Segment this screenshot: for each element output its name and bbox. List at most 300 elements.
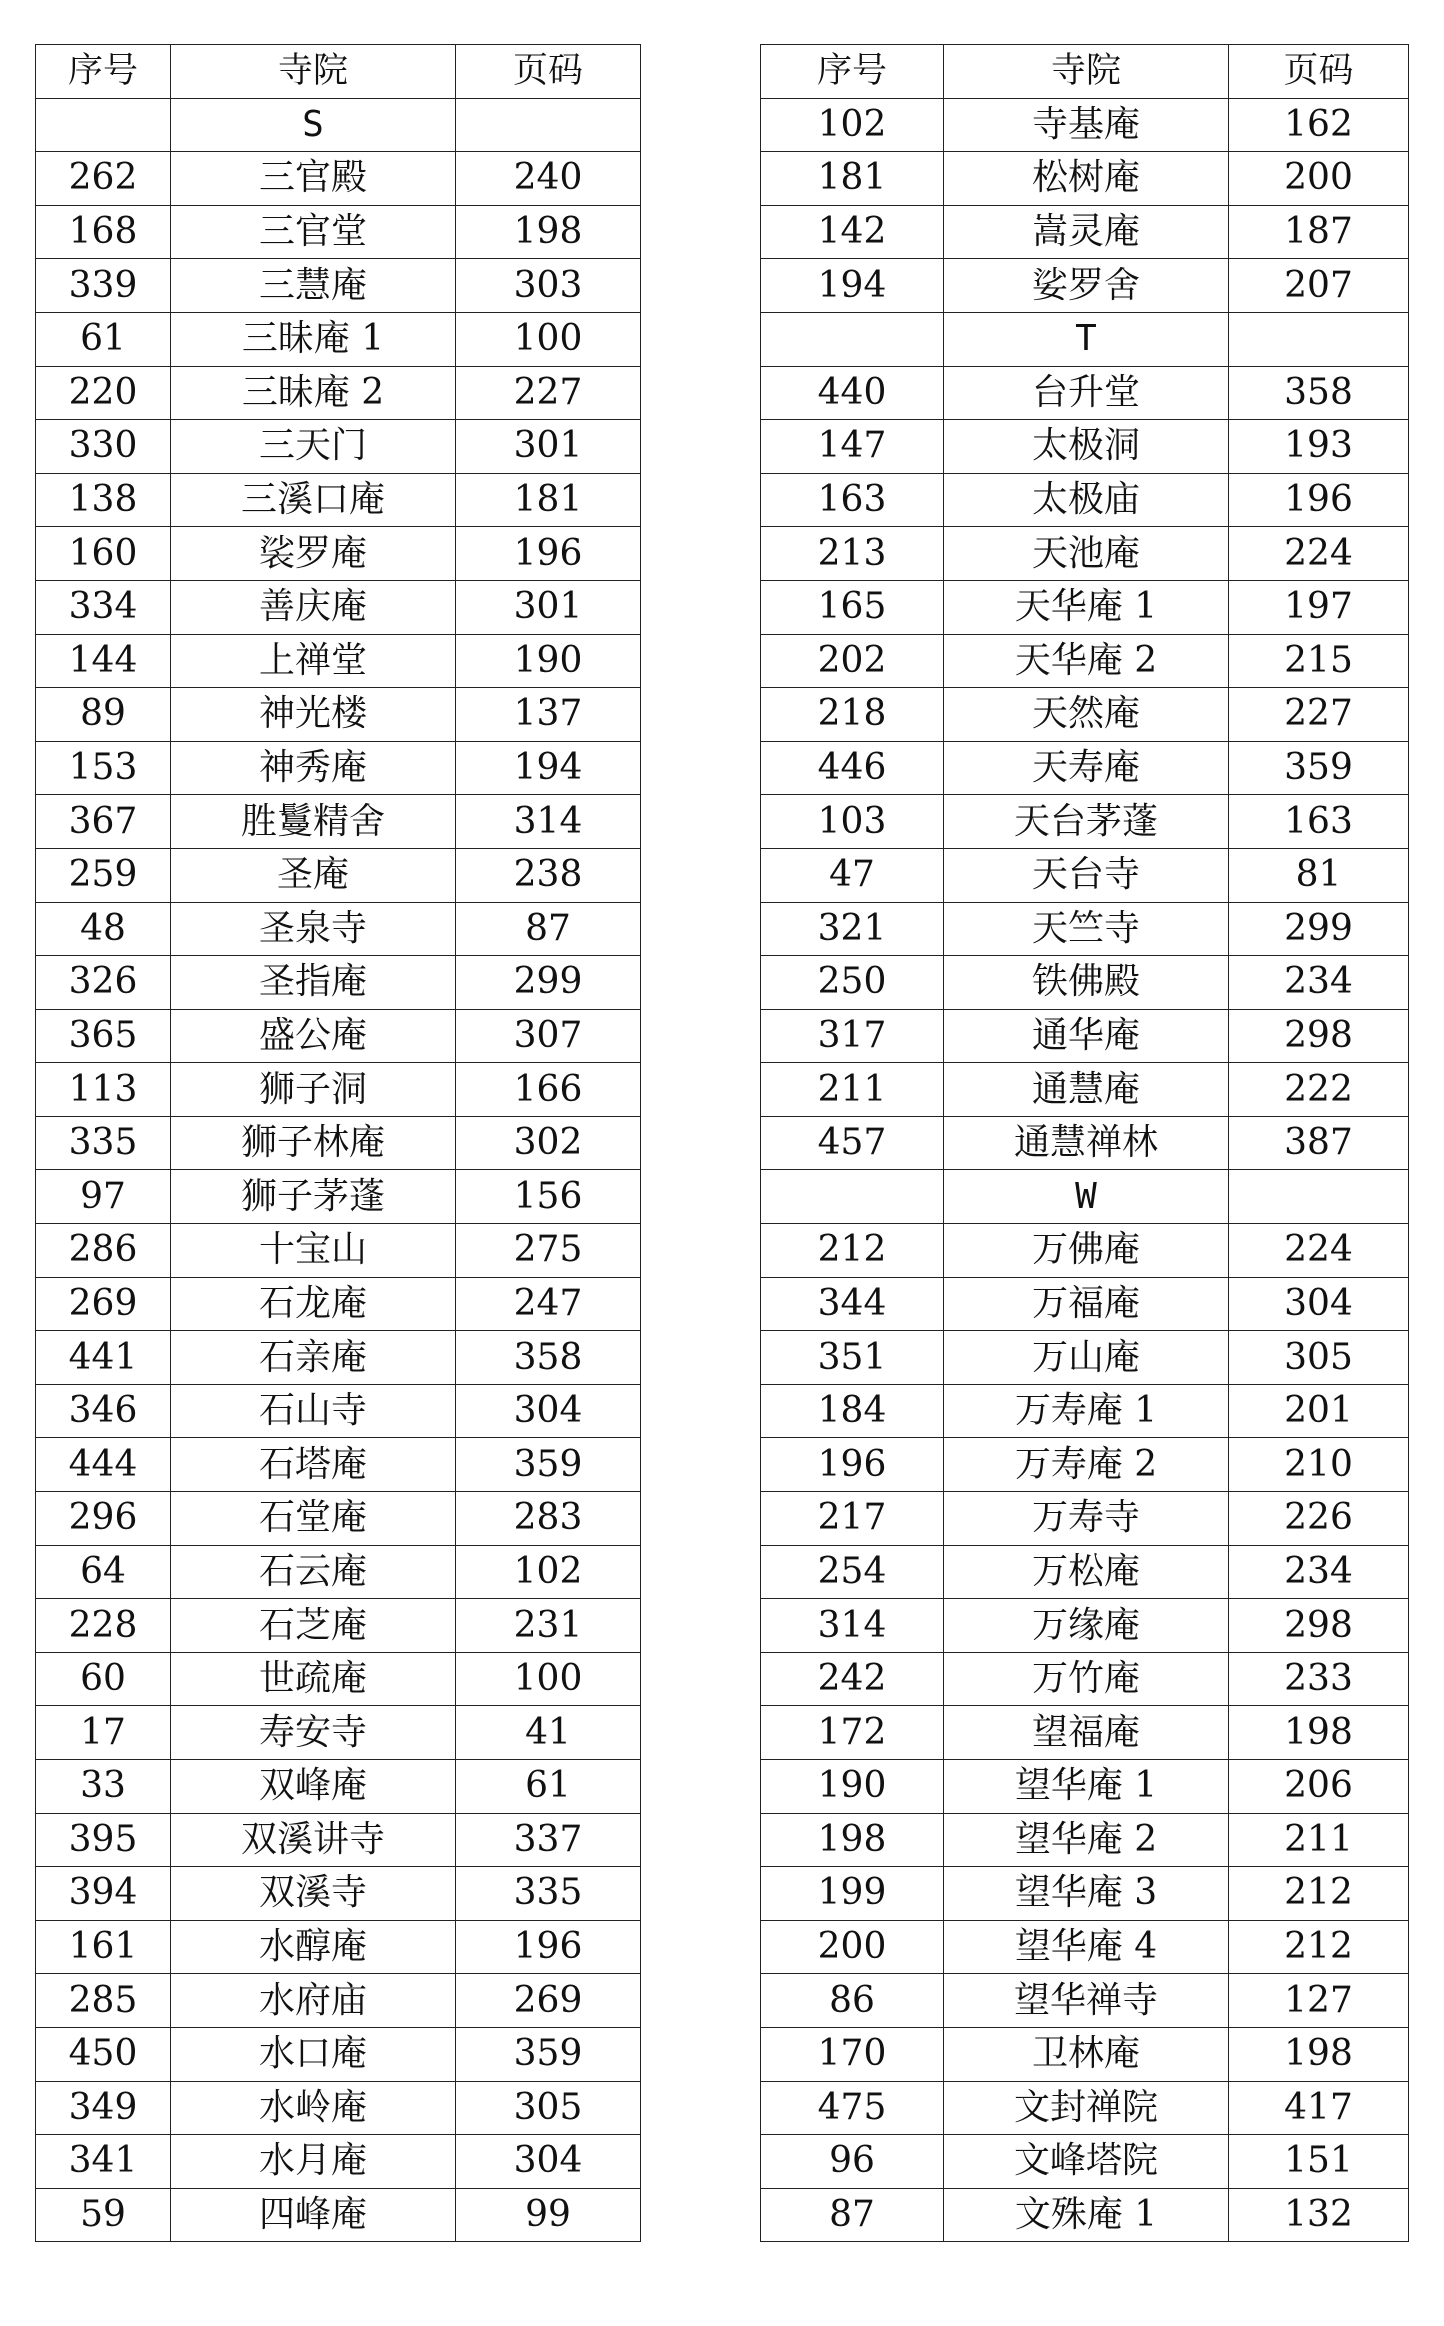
table-row bbox=[761, 1867, 1409, 1921]
page-number: 307 bbox=[456, 1009, 641, 1063]
temple-name: 天华庵 2 bbox=[944, 634, 1229, 688]
temple-name: 双溪讲寺 bbox=[171, 1813, 456, 1867]
table-row bbox=[36, 1116, 641, 1170]
page-number: 314 bbox=[456, 795, 641, 849]
page-number: 269 bbox=[456, 1974, 641, 2028]
table-row bbox=[761, 741, 1409, 795]
temple-name: 台升堂 bbox=[944, 366, 1229, 420]
table-row bbox=[761, 152, 1409, 206]
entry-number: 160 bbox=[36, 527, 171, 581]
table-row bbox=[36, 205, 641, 259]
page-number: 359 bbox=[456, 2027, 641, 2081]
header-number: 序号 bbox=[36, 45, 171, 99]
entry-number: 314 bbox=[761, 1599, 944, 1653]
temple-name: 天竺寺 bbox=[944, 902, 1229, 956]
page-number: 187 bbox=[1229, 205, 1409, 259]
entry-number: 138 bbox=[36, 473, 171, 527]
entry-number: 444 bbox=[36, 1438, 171, 1492]
entry-number: 339 bbox=[36, 259, 171, 313]
temple-name: 三昧庵 1 bbox=[171, 312, 456, 366]
page-number: 304 bbox=[456, 1384, 641, 1438]
entry-number: 96 bbox=[761, 2135, 944, 2189]
page-number: 387 bbox=[1229, 1116, 1409, 1170]
page-number: 162 bbox=[1229, 98, 1409, 152]
temple-name: 万佛庵 bbox=[944, 1224, 1229, 1278]
temple-name: 石芝庵 bbox=[171, 1599, 456, 1653]
page-number: 194 bbox=[456, 741, 641, 795]
temple-name: 善庆庵 bbox=[171, 580, 456, 634]
page-number: 298 bbox=[1229, 1009, 1409, 1063]
temple-name: 四峰庵 bbox=[171, 2188, 456, 2242]
entry-number: 341 bbox=[36, 2135, 171, 2189]
header-number: 序号 bbox=[761, 45, 944, 99]
page-number bbox=[456, 98, 641, 152]
page-number: 358 bbox=[456, 1331, 641, 1385]
table-row bbox=[761, 259, 1409, 313]
header-page: 页码 bbox=[456, 45, 641, 99]
index-table-right bbox=[760, 44, 1409, 2242]
table-row bbox=[36, 1063, 641, 1117]
table-row bbox=[761, 2135, 1409, 2189]
temple-name: 石亲庵 bbox=[171, 1331, 456, 1385]
entry-number: 64 bbox=[36, 1545, 171, 1599]
temple-name: 万福庵 bbox=[944, 1277, 1229, 1331]
page-number: 198 bbox=[1229, 2027, 1409, 2081]
header-temple: 寺院 bbox=[171, 45, 456, 99]
temple-name: 水醇庵 bbox=[171, 1920, 456, 1974]
table-row bbox=[761, 1652, 1409, 1706]
table-row bbox=[761, 1920, 1409, 1974]
table-row bbox=[36, 848, 641, 902]
entry-number: 457 bbox=[761, 1116, 944, 1170]
entry-number: 250 bbox=[761, 956, 944, 1010]
letter-section-row bbox=[761, 312, 1409, 366]
temple-name: 三天门 bbox=[171, 420, 456, 474]
section-letter: T bbox=[944, 312, 1229, 366]
table-row bbox=[761, 205, 1409, 259]
page-number: 233 bbox=[1229, 1652, 1409, 1706]
entry-number: 296 bbox=[36, 1492, 171, 1546]
temple-name: 石山寺 bbox=[171, 1384, 456, 1438]
entry-number: 269 bbox=[36, 1277, 171, 1331]
page-number: 196 bbox=[456, 527, 641, 581]
table-row bbox=[36, 1974, 641, 2028]
page-number: 227 bbox=[1229, 688, 1409, 742]
page-number: 301 bbox=[456, 420, 641, 474]
entry-number: 103 bbox=[761, 795, 944, 849]
temple-name: 望华庵 2 bbox=[944, 1813, 1229, 1867]
temple-name: 裟罗庵 bbox=[171, 527, 456, 581]
temple-name: 圣庵 bbox=[171, 848, 456, 902]
page-number: 132 bbox=[1229, 2188, 1409, 2242]
page-number: 100 bbox=[456, 312, 641, 366]
entry-number: 212 bbox=[761, 1224, 944, 1278]
entry-number: 87 bbox=[761, 2188, 944, 2242]
page-number: 302 bbox=[456, 1116, 641, 1170]
page-number: 100 bbox=[456, 1652, 641, 1706]
table-row bbox=[761, 688, 1409, 742]
entry-number: 217 bbox=[761, 1492, 944, 1546]
table-row bbox=[761, 473, 1409, 527]
temple-name: 松树庵 bbox=[944, 152, 1229, 206]
table-row bbox=[36, 902, 641, 956]
page-number: 151 bbox=[1229, 2135, 1409, 2189]
page-number: 238 bbox=[456, 848, 641, 902]
temple-name: 三官殿 bbox=[171, 152, 456, 206]
entry-number: 344 bbox=[761, 1277, 944, 1331]
temple-name: 石堂庵 bbox=[171, 1492, 456, 1546]
page-number: 335 bbox=[456, 1867, 641, 1921]
page-number: 190 bbox=[456, 634, 641, 688]
table-row bbox=[761, 634, 1409, 688]
temple-name: 十宝山 bbox=[171, 1224, 456, 1278]
entry-number: 200 bbox=[761, 1920, 944, 1974]
page-number: 299 bbox=[1229, 902, 1409, 956]
entry-number: 262 bbox=[36, 152, 171, 206]
temple-name: 万山庵 bbox=[944, 1331, 1229, 1385]
temple-name: 双峰庵 bbox=[171, 1760, 456, 1814]
temple-name: 万寿庵 2 bbox=[944, 1438, 1229, 1492]
entry-number: 446 bbox=[761, 741, 944, 795]
entry-number: 475 bbox=[761, 2081, 944, 2135]
entry-number: 61 bbox=[36, 312, 171, 366]
entry-number: 213 bbox=[761, 527, 944, 581]
page-number: 81 bbox=[1229, 848, 1409, 902]
entry-number bbox=[761, 312, 944, 366]
table-row bbox=[761, 1706, 1409, 1760]
temple-name: 圣指庵 bbox=[171, 956, 456, 1010]
page-number: 211 bbox=[1229, 1813, 1409, 1867]
page-number bbox=[1229, 1170, 1409, 1224]
entry-number: 326 bbox=[36, 956, 171, 1010]
temple-name: 三官堂 bbox=[171, 205, 456, 259]
temple-name: 万松庵 bbox=[944, 1545, 1229, 1599]
entry-number: 254 bbox=[761, 1545, 944, 1599]
table-row bbox=[36, 473, 641, 527]
entry-number: 334 bbox=[36, 580, 171, 634]
temple-name: 双溪寺 bbox=[171, 1867, 456, 1921]
page-number: 359 bbox=[1229, 741, 1409, 795]
temple-name: 天台寺 bbox=[944, 848, 1229, 902]
table-row bbox=[36, 634, 641, 688]
entry-number: 394 bbox=[36, 1867, 171, 1921]
header-row bbox=[36, 45, 641, 99]
table-row bbox=[761, 580, 1409, 634]
temple-name: 太极庙 bbox=[944, 473, 1229, 527]
temple-name: 望华庵 3 bbox=[944, 1867, 1229, 1921]
temple-name: 通华庵 bbox=[944, 1009, 1229, 1063]
entry-number: 242 bbox=[761, 1652, 944, 1706]
page-number: 156 bbox=[456, 1170, 641, 1224]
table-row bbox=[36, 152, 641, 206]
entry-number: 184 bbox=[761, 1384, 944, 1438]
temple-name: 娑罗舍 bbox=[944, 259, 1229, 313]
temple-name: 万竹庵 bbox=[944, 1652, 1229, 1706]
table-row bbox=[761, 1224, 1409, 1278]
entry-number: 346 bbox=[36, 1384, 171, 1438]
page-number: 222 bbox=[1229, 1063, 1409, 1117]
table-row bbox=[761, 1974, 1409, 2028]
entry-number: 218 bbox=[761, 688, 944, 742]
temple-name: 卫林庵 bbox=[944, 2027, 1229, 2081]
table-row bbox=[36, 795, 641, 849]
entry-number: 220 bbox=[36, 366, 171, 420]
table-row bbox=[761, 1813, 1409, 1867]
entry-number: 285 bbox=[36, 1974, 171, 2028]
table-row bbox=[36, 1492, 641, 1546]
page-number: 283 bbox=[456, 1492, 641, 1546]
temple-name: 狮子林庵 bbox=[171, 1116, 456, 1170]
entry-number: 202 bbox=[761, 634, 944, 688]
table-row bbox=[761, 527, 1409, 581]
entry-number: 194 bbox=[761, 259, 944, 313]
page-number: 303 bbox=[456, 259, 641, 313]
page-number: 87 bbox=[456, 902, 641, 956]
table-row bbox=[761, 1331, 1409, 1385]
temple-name: 上禅堂 bbox=[171, 634, 456, 688]
temple-name: 天寿庵 bbox=[944, 741, 1229, 795]
temple-name: 石塔庵 bbox=[171, 1438, 456, 1492]
temple-name: 天然庵 bbox=[944, 688, 1229, 742]
temple-name: 水月庵 bbox=[171, 2135, 456, 2189]
page-number: 210 bbox=[1229, 1438, 1409, 1492]
table-row bbox=[761, 1009, 1409, 1063]
table-row bbox=[36, 259, 641, 313]
table-row bbox=[761, 2027, 1409, 2081]
table-row bbox=[761, 1384, 1409, 1438]
entry-number: 196 bbox=[761, 1438, 944, 1492]
page-number: 215 bbox=[1229, 634, 1409, 688]
entry-number: 351 bbox=[761, 1331, 944, 1385]
table-row bbox=[36, 688, 641, 742]
page-number: 301 bbox=[456, 580, 641, 634]
page-number: 212 bbox=[1229, 1867, 1409, 1921]
table-row bbox=[36, 420, 641, 474]
temple-name: 文峰塔院 bbox=[944, 2135, 1229, 2189]
temple-name: 三昧庵 2 bbox=[171, 366, 456, 420]
page-number: 163 bbox=[1229, 795, 1409, 849]
temple-name: 通慧庵 bbox=[944, 1063, 1229, 1117]
table-row bbox=[36, 741, 641, 795]
table-row bbox=[36, 1438, 641, 1492]
entry-number: 153 bbox=[36, 741, 171, 795]
table-row bbox=[36, 527, 641, 581]
table-row bbox=[36, 1599, 641, 1653]
entry-number: 199 bbox=[761, 1867, 944, 1921]
page-number: 224 bbox=[1229, 1224, 1409, 1278]
table-row bbox=[36, 1920, 641, 1974]
entry-number: 172 bbox=[761, 1706, 944, 1760]
page-number: 305 bbox=[1229, 1331, 1409, 1385]
temple-name: 狮子茅蓬 bbox=[171, 1170, 456, 1224]
temple-name: 万寿寺 bbox=[944, 1492, 1229, 1546]
temple-name: 水岭庵 bbox=[171, 2081, 456, 2135]
table-row bbox=[761, 1116, 1409, 1170]
entry-number: 102 bbox=[761, 98, 944, 152]
page-number bbox=[1229, 312, 1409, 366]
page-number: 224 bbox=[1229, 527, 1409, 581]
entry-number: 144 bbox=[36, 634, 171, 688]
page-number: 137 bbox=[456, 688, 641, 742]
section-letter: W bbox=[944, 1170, 1229, 1224]
page-number: 200 bbox=[1229, 152, 1409, 206]
temple-name: 嵩灵庵 bbox=[944, 205, 1229, 259]
page-number: 99 bbox=[456, 2188, 641, 2242]
page-number: 227 bbox=[456, 366, 641, 420]
table-row bbox=[36, 1760, 641, 1814]
page-number: 234 bbox=[1229, 956, 1409, 1010]
entry-number: 47 bbox=[761, 848, 944, 902]
table-row bbox=[36, 1384, 641, 1438]
index-table-left bbox=[35, 44, 641, 2242]
entry-number: 170 bbox=[761, 2027, 944, 2081]
entry-number: 113 bbox=[36, 1063, 171, 1117]
table-row bbox=[36, 1224, 641, 1278]
page-number: 207 bbox=[1229, 259, 1409, 313]
entry-number: 17 bbox=[36, 1706, 171, 1760]
table-row bbox=[761, 2081, 1409, 2135]
table-row bbox=[36, 2081, 641, 2135]
entry-number: 228 bbox=[36, 1599, 171, 1653]
entry-number: 349 bbox=[36, 2081, 171, 2135]
entry-number: 441 bbox=[36, 1331, 171, 1385]
entry-number: 317 bbox=[761, 1009, 944, 1063]
table-row bbox=[36, 956, 641, 1010]
table-row bbox=[36, 1813, 641, 1867]
table-row bbox=[761, 1492, 1409, 1546]
page-number: 127 bbox=[1229, 1974, 1409, 2028]
page-number: 298 bbox=[1229, 1599, 1409, 1653]
temple-name: 铁佛殿 bbox=[944, 956, 1229, 1010]
entry-number: 450 bbox=[36, 2027, 171, 2081]
table-row bbox=[36, 1009, 641, 1063]
table-row bbox=[36, 580, 641, 634]
page-number: 299 bbox=[456, 956, 641, 1010]
table-row bbox=[761, 795, 1409, 849]
entry-number: 60 bbox=[36, 1652, 171, 1706]
page-number: 226 bbox=[1229, 1492, 1409, 1546]
page-number: 206 bbox=[1229, 1760, 1409, 1814]
entry-number: 181 bbox=[761, 152, 944, 206]
page-number: 359 bbox=[456, 1438, 641, 1492]
table-row bbox=[761, 98, 1409, 152]
temple-name: 三溪口庵 bbox=[171, 473, 456, 527]
table-row bbox=[761, 1545, 1409, 1599]
page-number: 61 bbox=[456, 1760, 641, 1814]
entry-number: 97 bbox=[36, 1170, 171, 1224]
table-row bbox=[761, 1438, 1409, 1492]
temple-name: 望华禅寺 bbox=[944, 1974, 1229, 2028]
entry-number: 286 bbox=[36, 1224, 171, 1278]
page-number: 166 bbox=[456, 1063, 641, 1117]
entry-number: 89 bbox=[36, 688, 171, 742]
header-row bbox=[761, 45, 1409, 99]
temple-name: 天台茅蓬 bbox=[944, 795, 1229, 849]
table-row bbox=[36, 1867, 641, 1921]
entry-number: 161 bbox=[36, 1920, 171, 1974]
temple-name: 望华庵 4 bbox=[944, 1920, 1229, 1974]
entry-number bbox=[36, 98, 171, 152]
entry-number: 367 bbox=[36, 795, 171, 849]
letter-section-row bbox=[761, 1170, 1409, 1224]
temple-name: 水口庵 bbox=[171, 2027, 456, 2081]
temple-name: 天池庵 bbox=[944, 527, 1229, 581]
entry-number: 440 bbox=[761, 366, 944, 420]
page-number: 201 bbox=[1229, 1384, 1409, 1438]
entry-number: 211 bbox=[761, 1063, 944, 1117]
table-row bbox=[761, 420, 1409, 474]
temple-name: 圣泉寺 bbox=[171, 902, 456, 956]
entry-number: 330 bbox=[36, 420, 171, 474]
entry-number bbox=[761, 1170, 944, 1224]
page-number: 181 bbox=[456, 473, 641, 527]
table-row bbox=[36, 1706, 641, 1760]
table-row bbox=[761, 2188, 1409, 2242]
table-row bbox=[36, 1545, 641, 1599]
entry-number: 86 bbox=[761, 1974, 944, 2028]
temple-name: 世疏庵 bbox=[171, 1652, 456, 1706]
temple-name: 望福庵 bbox=[944, 1706, 1229, 1760]
header-page: 页码 bbox=[1229, 45, 1409, 99]
entry-number: 48 bbox=[36, 902, 171, 956]
temple-name: 寿安寺 bbox=[171, 1706, 456, 1760]
page-number: 102 bbox=[456, 1545, 641, 1599]
entry-number: 259 bbox=[36, 848, 171, 902]
temple-name: 神秀庵 bbox=[171, 741, 456, 795]
page-number: 417 bbox=[1229, 2081, 1409, 2135]
page-number: 193 bbox=[1229, 420, 1409, 474]
entry-number: 198 bbox=[761, 1813, 944, 1867]
temple-name: 三慧庵 bbox=[171, 259, 456, 313]
temple-name: 盛公庵 bbox=[171, 1009, 456, 1063]
page-number: 305 bbox=[456, 2081, 641, 2135]
header-temple: 寺院 bbox=[944, 45, 1229, 99]
table-row bbox=[36, 2188, 641, 2242]
temple-name: 万缘庵 bbox=[944, 1599, 1229, 1653]
temple-name: 寺基庵 bbox=[944, 98, 1229, 152]
page-number: 304 bbox=[1229, 1277, 1409, 1331]
temple-name: 水府庙 bbox=[171, 1974, 456, 2028]
temple-name: 文殊庵 1 bbox=[944, 2188, 1229, 2242]
letter-section-row bbox=[36, 98, 641, 152]
page-number: 240 bbox=[456, 152, 641, 206]
table-row bbox=[36, 366, 641, 420]
temple-name: 天华庵 1 bbox=[944, 580, 1229, 634]
table-row bbox=[36, 1170, 641, 1224]
table-row bbox=[761, 1063, 1409, 1117]
table-row bbox=[36, 1331, 641, 1385]
page-number: 212 bbox=[1229, 1920, 1409, 1974]
temple-name: 狮子洞 bbox=[171, 1063, 456, 1117]
entry-number: 321 bbox=[761, 902, 944, 956]
temple-name: 神光楼 bbox=[171, 688, 456, 742]
temple-name: 文封禅院 bbox=[944, 2081, 1229, 2135]
table-row bbox=[36, 1652, 641, 1706]
section-letter: S bbox=[171, 98, 456, 152]
table-row bbox=[761, 366, 1409, 420]
entry-number: 190 bbox=[761, 1760, 944, 1814]
entry-number: 142 bbox=[761, 205, 944, 259]
table-row bbox=[36, 1277, 641, 1331]
page-number: 196 bbox=[1229, 473, 1409, 527]
entry-number: 33 bbox=[36, 1760, 171, 1814]
table-row bbox=[36, 2027, 641, 2081]
temple-name: 通慧禅林 bbox=[944, 1116, 1229, 1170]
page-number: 337 bbox=[456, 1813, 641, 1867]
page-number: 41 bbox=[456, 1706, 641, 1760]
temple-name: 石龙庵 bbox=[171, 1277, 456, 1331]
entry-number: 395 bbox=[36, 1813, 171, 1867]
